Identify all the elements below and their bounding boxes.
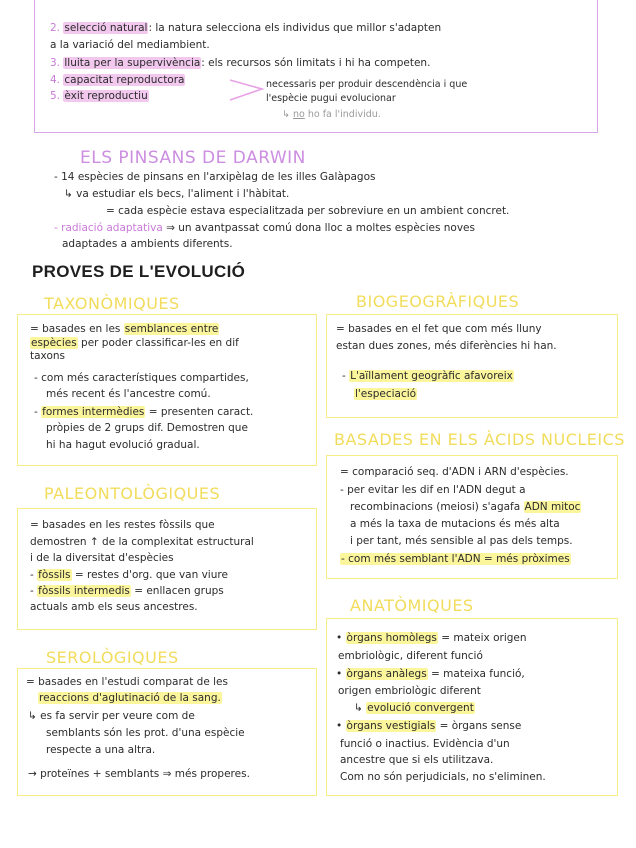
tax-l2: espècies per poder classificar-les en dif [31,337,239,349]
ser-l4: semblants són les prot. d'una espècie [46,727,245,739]
arrow-text-1: necessaris per produir descendència i que [266,79,468,90]
ana-l4: origen embriològic diferent [338,685,481,697]
acids-l1: = comparació seq. d'ADN i ARN d'espècies. [340,466,569,478]
return-arrow-icon: ↳ [282,109,293,120]
arrow-text-2: l'espècie pugui evolucionar [266,93,396,104]
ser-l6: → proteïnes + semblants ⇒ més properes. [28,768,250,780]
bio-l2: estan dues zones, més diferències hi han. [336,340,557,352]
paleontologiques-title: PALEONTOLÒGIQUES [44,484,221,503]
ser-l3: ↳ es fa servir per veure com de [28,710,195,722]
ana-l2: embriològic, diferent funció [338,650,483,662]
top-line-2: 2. selecció natural: la natura selecciona els individus que millor s'adapten [50,22,442,34]
ser-l1: = basades en l'estudi comparat de les [26,676,228,688]
pal-l2: demostren ↑ de la complexitat estructural [30,536,254,548]
top-line-5: 5. èxit reproductiu [50,90,148,102]
pink-arrow-icon [228,74,268,104]
top-line-2b: a la variació del mediambient. [50,39,210,51]
pal-l6: actuals amb els seus ancestres. [30,601,198,613]
ser-l5: respecte a una altra. [46,744,156,756]
tax-l6: - formes intermèdies = presenten caract. [34,406,254,418]
acids-l6: - com més semblant l'ADN = més pròximes [341,553,570,565]
tax-l3: taxons [30,350,65,362]
bio-l3: - L'aïllament geogràfic afavoreix [342,370,513,382]
pinsans-line-2: ↳ va estudiar els becs, l'aliment i l'hàbitat. [64,188,290,200]
tax-l4: - com més característiques compartides, [34,372,249,384]
top-line-3: 3. lluita per la supervivència: els recursos són limitats i hi ha competen. [50,57,431,69]
ana-l3: • òrgans anàlegs = mateixa funció, [336,668,525,680]
pal-l4: - fòssils = restes d'org. que van viure [30,569,228,581]
acids-l3: recombinacions (meiosi) s'agafa ADN mitoc [350,501,581,513]
serologiques-title: SEROLÒGIQUES [46,648,179,667]
pinsans-title: ELS PINSANS DE DARWIN [80,148,306,168]
tax-l5: més recent és l'ancestre comú. [46,388,211,400]
ana-l7: funció o inactius. Evidència d'un [340,738,510,750]
tax-l1: = basades en les semblances entre [30,323,219,335]
ser-l2: reaccions d'aglutinació de la sang. [39,692,221,704]
pal-l5: - fòssils intermedis = enllacen grups [30,585,224,597]
taxonomiques-title: TAXONÒMIQUES [44,294,180,313]
bio-l4: l'especiació [355,388,417,400]
ana-l9: Com no són perjudicials, no s'eliminen. [340,771,546,783]
top-line-4: 4. capacitat reproductora [50,74,185,86]
acids-l5: i per tant, més sensible al pas dels temps. [350,535,573,547]
main-title: PROVES DE L'EVOLUCIÓ [32,262,246,281]
pinsans-line-1: - 14 espècies de pinsans en l'arxipèlag de les illes Galàpagos [54,171,376,183]
anatomiques-title: ANATÒMIQUES [350,596,474,615]
acids-l2: - per evitar les dif en l'ADN degut a [340,484,526,496]
biogeografiques-title: BIOGEOGRÀFIQUES [356,292,520,311]
arrow-text-3: ↳ no ho fa l'individu. [282,109,381,120]
pal-l3: i de la diversitat d'espècies [30,552,174,564]
pinsans-line-4: - radiació adaptativa ⇒ un avantpassat comú dona lloc a moltes espècies noves [54,222,475,234]
pinsans-line-3: = cada espècie estava especialitzada per sobreviure en un ambient concret. [106,205,510,217]
ana-l6: • òrgans vestigials = òrgans sense [336,720,522,732]
tax-l8: hi ha hagut evolució gradual. [46,439,200,451]
ana-l1: • òrgans homòlegs = mateix origen [336,632,527,644]
acids-title: BASADES EN ELS ÀCIDS NUCLEICS [334,430,625,449]
acids-l4: a més la taxa de mutacions és més alta [350,518,560,530]
ana-l8: ancestre que si els utilitzava. [340,754,494,766]
tax-l7: pròpies de 2 grups dif. Demostren que [46,422,248,434]
ana-l5: ↳ evolució convergent [354,702,474,714]
pal-l1: = basades en les restes fòssils que [30,519,215,531]
bio-l1: = basades en el fet que com més lluny [336,323,542,335]
pinsans-line-5: adaptades a ambients diferents. [62,238,233,250]
